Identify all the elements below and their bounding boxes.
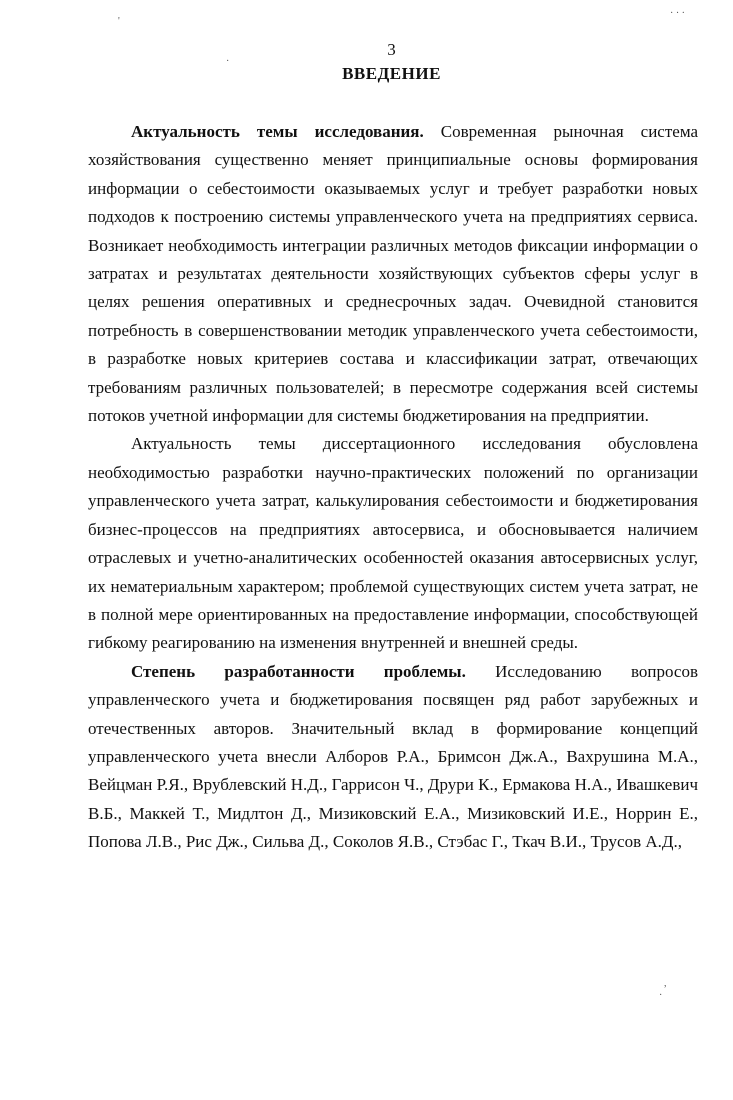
scan-speck: ' (118, 16, 120, 27)
paragraph-text: Актуальность темы диссертационного исследования обусловлена необходимостью разработки научно-практических положений по организации управленческого учета затрат, калькулирования себестоимости и бюджетирования бизнес-процессов на предприятиях автосервиса, и обосновывается наличием отраслевых и учетно-аналитических особенностей оказания автосервисных услуг, их нематериальным характером; проблемой существующих систем учета затрат, не в полной мере ориентированных на предоставление информации, способствующей гибкому реагированию на изменения внутренней и внешней среды. (88, 434, 698, 653)
section-heading: ВВЕДЕНИЕ (342, 64, 441, 83)
paragraph-degree-of-development (88, 658, 698, 857)
paragraph-relevance-rationale (88, 430, 698, 657)
paragraph-text: Современная рыночная система хозяйствования существенно меняет принципиальные основы формирования информации о себестоимости оказываемых услуг и требует разработки новых подходов к построению системы управленческого учета на предприятиях сервиса. Возникает необходимость интеграции различных методов фиксации информации о затратах и результатах деятельности хозяйствующих субъектов сферы услуг в целях решения оперативных и среднесрочных задач. Очевидной становится потребность в совершенствовании методик управленческого учета себестоимости, в разработке новых критериев состава и классификации затрат, отвечающих требованиям различных пользователей; в пересмотре содержания всей системы потоков учетной информации для системы бюджетирования на предприятии. (88, 122, 699, 426)
paragraph-relevance (88, 118, 698, 430)
scan-speck: · (659, 990, 663, 1001)
page-number: 3 (387, 40, 396, 59)
paragraph-text: Исследованию вопросов управленческого учета и бюджетирования посвящен ряд работ зарубежных и отечественных авторов. Значительный вклад в формирование концепций управленческого учета внесли Алборов Р.А., Бримсон Дж.А., Вахрушина М.А., Вейцман Р.Я., Врублевский Н.Д., Гаррисон Ч., Друри К., Ермакова Н.А., Ивашкевич В.Б., Маккей Т., Мидлтон Д., Мизиковский Е.А., Мизиковский И.Е., Норрин Е., Попова Л.В., Рис Дж., Сильва Д., Соколов Я.В., Стэбас Г., Ткач В.И., Трусов А.Д., (88, 661, 698, 852)
scan-speck: · · · (670, 8, 685, 19)
scan-speck: , (664, 978, 667, 989)
body-text (88, 118, 698, 857)
scan-speck: · (226, 56, 230, 67)
paragraph-lead: Актуальность темы исследования. (131, 122, 424, 141)
paragraph-lead: Степень разработанности проблемы. (131, 661, 466, 681)
